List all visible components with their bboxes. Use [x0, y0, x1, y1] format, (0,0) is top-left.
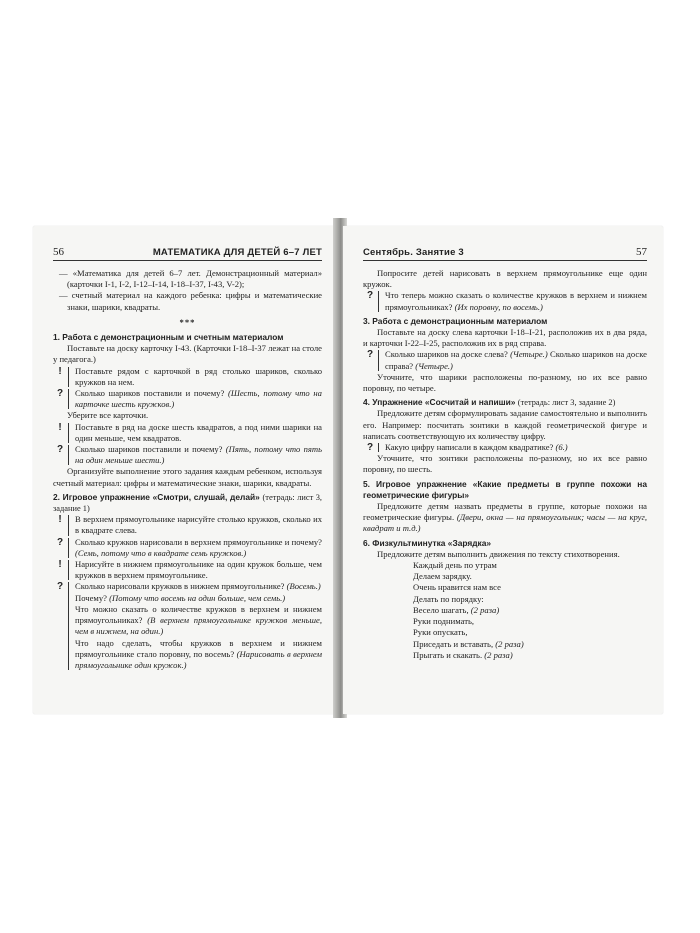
question-text: Сколько кружков нарисовали в верхнем прямоугольнике и почему? (Семь, потому что в квадрате семь кружков.) — [75, 536, 322, 558]
question-text: Сколько шариков на доске слева? (Четыре.) Сколько шариков на доске справа? (Четыре.) — [385, 349, 647, 371]
question-block — [363, 349, 647, 371]
question-icon: ? — [56, 388, 64, 400]
paragraph: Предложите детям сформулировать задание самостоятельно и выполнить его. Например: посчитать зонтики в каждой геометрической фигуре и написать соответствующую их количеству цифру. — [363, 408, 647, 441]
instruction-block — [53, 559, 322, 581]
right-content — [363, 268, 647, 661]
materials-item: — «Математика для детей 6–7 лет. Демонстрационный материал» (карточки I-1, I-2, I-12–I-14, I-18–I-37, I-43, V-2); — [59, 268, 322, 290]
poem-line: Руки опускать, — [413, 627, 468, 638]
question-icon: ? — [56, 581, 64, 593]
question-block — [53, 388, 322, 410]
section-heading: 5. Игровое упражнение «Какие предметы в группе похожи на геометрические фигуры» — [363, 478, 647, 500]
open-book — [33, 218, 663, 718]
materials-item: — счетный материал на каждого ребенка: цифры и математические знаки, шарики, квадраты. — [59, 290, 322, 312]
section-heading: 4. Упражнение «Сосчитай и напиши» (тетрадь: лист 3, задание 2) — [363, 397, 616, 408]
instruction-text: Поставьте рядом с карточкой в ряд столько шариков, сколько кружков на нем. — [75, 365, 322, 387]
question-icon: ? — [56, 444, 64, 456]
question-block — [53, 581, 322, 671]
running-title: МАТЕМАТИКА ДЛЯ ДЕТЕЙ 6–7 ЛЕТ — [152, 247, 322, 258]
paragraph: Поставьте на доску карточку I-43. (Карточки I-18–I-37 лежат на столе у педагога.) — [53, 343, 322, 365]
page-number: 56 — [53, 246, 64, 258]
question-text: Почему? (Потому что восемь на один больше, чем семь.) — [75, 592, 286, 603]
instruction-text: Нарисуйте в нижнем прямоугольнике на один кружок больше, чем кружков в верхнем прямоугольнике. — [75, 559, 322, 581]
question-icon: ? — [366, 442, 374, 454]
instruction-text: Поставьте в ряд на доске шесть квадратов, а под ними шарики на один меньше, чем квадратов. — [75, 421, 322, 443]
question-text: Что надо сделать, чтобы кружков в верхнем и нижнем прямоугольнике стало поровну, по восемь? (Нарисовать в верхнем прямоугольнике один кружок.) — [75, 637, 322, 670]
section-heading: 6. Физкультминутка «Зарядка» — [363, 537, 492, 548]
section-divider: *** — [179, 316, 196, 327]
paragraph: Уберите все карточки. — [67, 410, 149, 421]
exclamation-icon: ! — [58, 514, 62, 526]
question-block — [363, 290, 647, 312]
instruction-block — [53, 514, 322, 536]
right-header — [363, 244, 647, 261]
poem — [363, 560, 647, 661]
running-title: Сентябрь. Занятие 3 — [363, 247, 464, 258]
poem-line: Руки поднимать, — [413, 616, 475, 627]
question-text: Что теперь можно сказать о количестве кружков в верхнем и нижнем прямоугольниках? (Их поровну, по восемь.) — [385, 290, 647, 312]
paragraph: Уточните, что зонтики расположены по-разному, но их все равно поровну, по шесть. — [363, 453, 647, 475]
left-page — [33, 226, 338, 714]
question-text: Какую цифру написали в каждом квадратике? (6.) — [385, 442, 568, 453]
poem-line: Делать по порядку: — [413, 593, 484, 604]
section-heading: 2. Игровое упражнение «Смотри, слушай, делай» (тетрадь: лист 3, задание 1) — [53, 491, 323, 514]
left-content — [53, 268, 322, 671]
exclamation-icon: ! — [58, 421, 62, 433]
poem-line: Весело шагать, (2 раза) — [413, 604, 500, 615]
poem-line: Делаем зарядку. — [413, 571, 472, 582]
question-block — [53, 444, 322, 466]
poem-line: Очень нравится нам все — [413, 582, 501, 593]
question-text: Сколько шариков поставили и почему? (Шесть, потому что на карточке шесть кружков.) — [75, 388, 322, 410]
question-block — [53, 537, 322, 559]
exclamation-icon: ! — [58, 365, 62, 377]
instruction-text: В верхнем прямоугольнике нарисуйте столько кружков, сколько их в квадрате слева. — [75, 514, 322, 536]
left-header — [53, 244, 322, 261]
paragraph: Уточните, что шарики расположены по-разному, но их все равно поровну, по четыре. — [363, 371, 647, 394]
right-page — [343, 226, 663, 714]
question-block — [363, 442, 647, 453]
paragraph: Поставьте на доску слева карточки I-18–I-21, расположив их в два ряда, и карточки I-22–I-25, расположив их в ряд справа. — [363, 327, 647, 349]
paragraph: Предложите детям выполнить движения по тексту стихотворения. — [377, 548, 620, 559]
poem-line: Приседать и вставать, (2 раза) — [413, 638, 524, 649]
question-icon: ? — [56, 536, 64, 548]
exclamation-icon: ! — [58, 559, 62, 571]
question-text: Сколько нарисовали кружков в нижнем прямоугольнике? (Восемь.) — [75, 581, 321, 592]
section-heading: 3. Работа с демонстрационным материалом — [363, 315, 548, 326]
paragraph: Предложите детям назвать предметы в группе, которые похожи на геометрические фигуры. (Двери, окна — на прямоугольник; часы — на круг, квадрат и т.д.) — [363, 501, 647, 534]
poem-line: Прыгать и скакать. (2 раза) — [413, 649, 513, 660]
instruction-block — [53, 422, 322, 444]
instruction-block — [53, 366, 322, 388]
section-heading: 1. Работа с демонстрационным и счетным материалом — [53, 332, 284, 343]
question-icon: ? — [366, 349, 374, 361]
question-text: Сколько шариков поставили и почему? (Пять, потому что пять на один меньше шести.) — [75, 444, 322, 466]
page-number: 57 — [636, 246, 647, 258]
paragraph: Попросите детей нарисовать в верхнем прямоугольнике еще один кружок. — [363, 268, 647, 290]
question-text: Что можно сказать о количестве кружков в верхнем и нижнем прямоугольниках? (В верхнем прямоугольнике кружков меньше, чем в нижнем, на один.) — [75, 603, 322, 637]
question-icon: ? — [366, 290, 374, 302]
paragraph: Организуйте выполнение этого задания каждым ребенком, используя счетный материал: цифры и математические знаки, шарики, квадраты. — [53, 466, 322, 488]
poem-line: Каждый день по утрам — [413, 560, 497, 571]
